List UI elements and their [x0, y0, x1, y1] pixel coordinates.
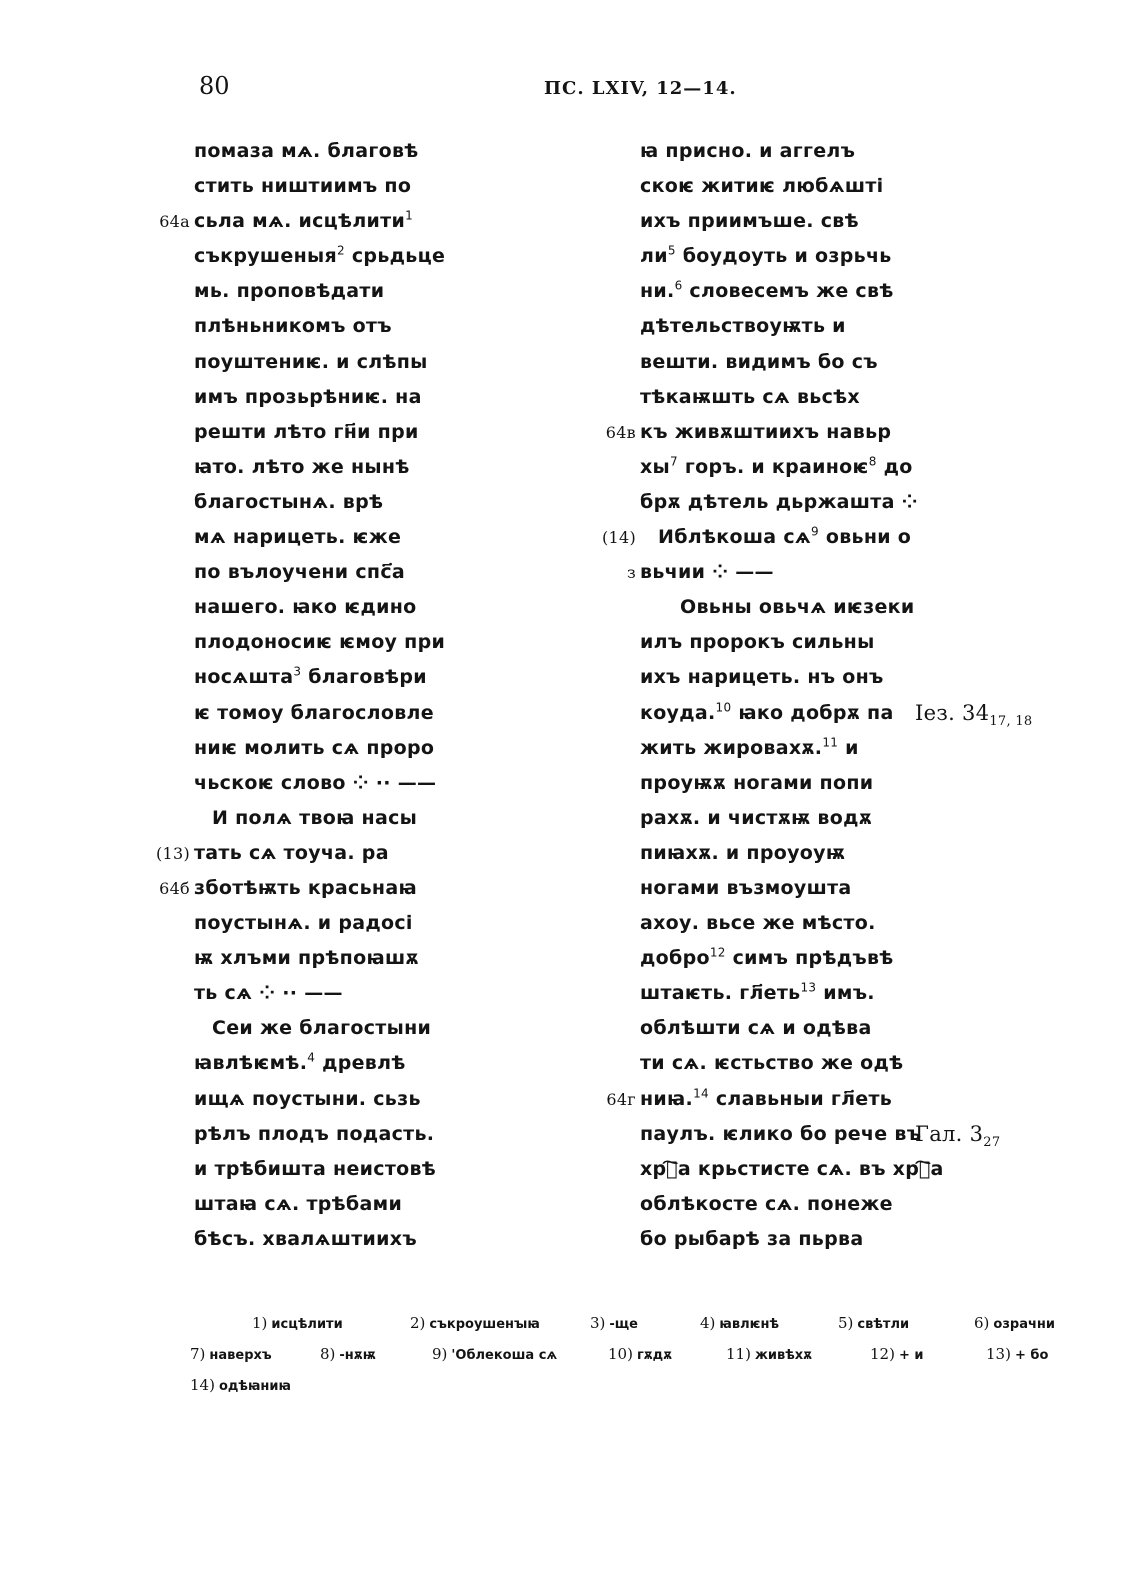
text-line — [194, 134, 454, 169]
right-text-column — [601, 134, 1033, 1257]
footnote-label: 5) — [838, 1314, 854, 1332]
line-text: до — [876, 455, 913, 478]
line-text: вешти. видимъ бо съ — [640, 350, 878, 373]
text-line — [194, 941, 454, 976]
line-text: проуѭѫ ногами попи — [640, 771, 874, 794]
text-line — [194, 731, 454, 766]
line-text: хрⷭ҇а крьстисте сѧ. въ хрⷭ҇а — [640, 1157, 944, 1180]
text-line — [640, 590, 930, 625]
line-text: рахѫ. и чистѫѭ водѫ — [640, 806, 873, 829]
footnote-label: 10) — [608, 1345, 633, 1363]
text-line — [194, 660, 454, 695]
line-text: ть сѧ ⁘ ·· —— — [194, 982, 343, 1005]
reference-verses: 17, 18 — [989, 713, 1033, 729]
line-text: древлѣ — [315, 1052, 406, 1075]
line-text: нашего. ꙗко ѥдино — [194, 596, 417, 619]
text-line — [159, 204, 454, 239]
text-line — [640, 906, 930, 941]
text-line — [640, 1152, 944, 1187]
line-text: тѣкаѭшть сѧ вьсѣх — [640, 385, 860, 408]
footnote — [870, 1345, 923, 1363]
margin-marker: 64а — [159, 212, 190, 232]
line-text: илъ пророкъ сильны — [640, 631, 875, 654]
text-line — [194, 1117, 454, 1152]
footnote-text: одѣꙗниꙗ — [218, 1379, 291, 1394]
line-text: штаѥть. гл҃еть — [640, 982, 801, 1005]
text-line — [640, 204, 930, 239]
line-text: ꙗко добрѫ па — [731, 701, 894, 724]
footnotes — [190, 1314, 1070, 1407]
footnote — [432, 1345, 557, 1363]
text-line — [640, 485, 930, 520]
page-number: 80 — [199, 72, 230, 100]
line-text: ни. — [640, 280, 675, 303]
footnote-ref: 1 — [405, 208, 414, 223]
margin-marker: 64б — [159, 878, 190, 898]
line-text: имъ. — [816, 982, 875, 1005]
line-text: ли — [640, 245, 668, 268]
line-text: ногами възмоушта — [640, 876, 852, 899]
reference-text: Іез. 34 — [915, 700, 990, 725]
footnote-ref: 11 — [822, 735, 839, 750]
footnote — [190, 1376, 291, 1394]
line-text: облѣшти сѧ и одѣва — [640, 1017, 872, 1040]
line-text: носѧшта — [194, 666, 294, 689]
line-text: ѭ хлъми прѣпоꙗшѫ — [194, 947, 419, 970]
footnote-row — [190, 1345, 1070, 1376]
footnote-label: 3) — [590, 1314, 606, 1332]
footnote-text: живѣхѫ — [754, 1348, 813, 1363]
text-line — [640, 766, 930, 801]
text-line — [606, 1082, 930, 1117]
text-line — [194, 345, 454, 380]
text-line — [194, 1046, 454, 1081]
text-line — [640, 450, 930, 485]
line-text: плѣньникомъ отъ — [194, 315, 392, 338]
footnote-label: 4) — [700, 1314, 716, 1332]
line-text: тать сѧ тоуча. ра — [194, 841, 389, 864]
line-text: благовѣри — [301, 666, 427, 689]
footnote-ref: 6 — [674, 279, 683, 294]
footnote-ref: 14 — [693, 1086, 709, 1101]
line-text: ниѥ молить сѧ проро — [194, 736, 435, 759]
text-line — [194, 169, 454, 204]
text-line — [640, 380, 930, 415]
line-text: зботѣѭть красьнаꙗ — [194, 876, 417, 899]
text-line — [640, 731, 930, 766]
line-text: овьни о — [818, 526, 912, 549]
line-text: ахоу. вьсе же мѣсто. — [640, 912, 876, 935]
text-line — [640, 134, 930, 169]
text-line — [155, 836, 454, 871]
text-line — [194, 1152, 454, 1187]
line-text: вьчии ⁘ —— — [640, 561, 774, 584]
footnote-ref: 12 — [709, 945, 726, 960]
text-line — [605, 415, 930, 450]
line-text: И полѧ твоꙗ насы — [212, 806, 418, 829]
line-text: Иблѣкоша сѧ — [658, 526, 811, 549]
line-text: ꙗвлѣѥмѣ. — [194, 1052, 308, 1075]
footnote-label: 11) — [726, 1345, 751, 1363]
text-line — [194, 239, 454, 274]
margin-marker: 64в — [605, 422, 636, 442]
footnote-text: свѣтли — [857, 1317, 910, 1332]
text-line — [640, 309, 930, 344]
footnote-ref: 7 — [670, 454, 678, 469]
margin-marker: (13) — [155, 843, 190, 863]
line-text: Сеи же благостыни — [212, 1017, 432, 1040]
text-line — [640, 1011, 930, 1046]
scripture-reference — [915, 696, 1033, 739]
footnote — [590, 1314, 638, 1332]
text-line — [194, 520, 454, 555]
text-line — [194, 590, 454, 625]
footnote — [252, 1314, 343, 1332]
line-text: ꙗто. лѣто же нынѣ — [194, 455, 410, 478]
text-line — [626, 555, 930, 590]
text-line — [640, 941, 930, 976]
line-text: бо рыбарѣ за пьрва — [640, 1227, 864, 1250]
line-text: облѣкосте сѧ. понеже — [640, 1192, 893, 1215]
text-line — [640, 345, 930, 380]
line-text: жить жировахѫ. — [640, 736, 823, 759]
line-text: бѣсъ. хвалѧштиихъ — [194, 1227, 417, 1250]
text-line — [640, 1046, 930, 1081]
text-line — [194, 555, 454, 590]
running-title: ПС. LXIV, 12—14. — [544, 78, 737, 99]
line-text: боудоуть и озрьчь — [675, 245, 892, 268]
line-text: дѣтельствоуѭть и — [640, 315, 846, 338]
text-line — [640, 976, 930, 1011]
footnote-label: 2) — [410, 1314, 426, 1332]
line-text: стить ништиимъ по — [194, 175, 412, 198]
reference-verses: 27 — [983, 1134, 1001, 1150]
footnote-text: наверхъ — [209, 1348, 272, 1363]
line-text: рѣлъ плодъ подасть. — [194, 1122, 435, 1145]
line-text: и трѣбишта неистовѣ — [194, 1157, 437, 1180]
footnote-ref: 4 — [307, 1051, 316, 1066]
line-text: благостынѧ. врѣ — [194, 490, 384, 513]
footnote-ref: 13 — [800, 980, 817, 995]
footnote-label: 8) — [320, 1345, 336, 1363]
text-line — [194, 274, 454, 309]
margin-marker: (14) — [601, 528, 636, 548]
text-line — [194, 1082, 454, 1117]
text-line — [194, 1011, 454, 1046]
footnote — [700, 1314, 779, 1332]
left-text-column — [155, 134, 454, 1257]
line-text: симъ прѣдъвѣ — [725, 947, 894, 970]
line-text: решти лѣто гн҃и при — [194, 420, 419, 443]
line-text: плодоносиѥ ѥмоу при — [194, 631, 446, 654]
line-text: поуштениѥ. и слѣпы — [194, 350, 428, 373]
footnote-text: -ще — [609, 1317, 638, 1332]
footnote — [410, 1314, 540, 1332]
footnote-text: исцѣлити — [271, 1317, 343, 1332]
footnote-text: озрачни — [993, 1317, 1055, 1332]
line-text: ихъ приимъше. свѣ — [640, 210, 859, 233]
line-text: по вълоучени спс҃а — [194, 561, 406, 584]
footnote-label: 9) — [432, 1345, 448, 1363]
footnote-ref: 2 — [337, 243, 345, 258]
footnote-label: 7) — [190, 1345, 206, 1363]
text-line — [640, 871, 930, 906]
margin-marker: з — [626, 563, 636, 583]
footnote-row — [190, 1376, 1070, 1407]
text-line — [194, 309, 454, 344]
footnote-label: 13) — [986, 1345, 1011, 1363]
footnote-label: 12) — [870, 1345, 895, 1363]
footnote-ref: 9 — [811, 524, 819, 539]
footnote-ref: 10 — [715, 700, 732, 715]
line-text: къ живѫштиихъ навьр — [640, 420, 892, 443]
line-text: Овьны овьчѧ иѥзеки — [680, 596, 915, 619]
line-text: добро — [640, 947, 710, 970]
line-text: скоѥ житиѥ любѧшті — [640, 175, 884, 198]
line-text: поустынѧ. и радосі — [194, 912, 413, 935]
footnote — [320, 1345, 376, 1363]
text-line — [601, 520, 930, 555]
text-line — [640, 801, 930, 836]
line-text: мѧ нарицеть. ѥже — [194, 526, 402, 549]
text-line — [640, 836, 930, 871]
text-line — [194, 906, 454, 941]
line-text: горъ. и краиноѥ — [677, 455, 869, 478]
text-line — [194, 485, 454, 520]
text-line — [640, 239, 930, 274]
text-line — [194, 625, 454, 660]
line-text: ꙗ присно. и аггелъ — [640, 140, 856, 162]
line-text: срьдьце — [344, 245, 446, 268]
footnote-text: -нѫѭ — [339, 1348, 376, 1363]
text-line — [194, 1222, 454, 1257]
text-line — [640, 1222, 930, 1257]
footnote-text: гѫдѫ — [636, 1348, 673, 1363]
text-line — [159, 871, 454, 906]
line-text: имъ прозьрѣниѥ. на — [194, 385, 422, 408]
text-line — [194, 976, 454, 1011]
line-text: и — [838, 736, 859, 759]
text-line — [640, 169, 930, 204]
line-text: брѫ дѣтель дьржашта ⁘ — [640, 490, 918, 513]
line-text: штаꙗ сѧ. трѣбами — [194, 1192, 403, 1215]
text-line — [640, 696, 1033, 731]
footnote — [986, 1345, 1048, 1363]
footnote-text: съкроушенꙑꙗ — [429, 1317, 540, 1332]
line-text: съкрушеныя — [194, 245, 337, 268]
line-text: ниꙗ. — [640, 1087, 694, 1110]
line-text: ихъ нарицеть. нъ онъ — [640, 666, 884, 689]
text-line — [194, 415, 454, 450]
footnote-ref: 8 — [868, 454, 877, 469]
footnote-label: 1) — [252, 1314, 268, 1332]
text-line — [194, 450, 454, 485]
text-line — [194, 696, 454, 731]
line-text: ищѧ поустыни. сьзь — [194, 1087, 421, 1110]
text-line — [194, 380, 454, 415]
line-text: ти сѧ. ѥстьство же одѣ — [640, 1052, 904, 1075]
footnote-label: 14) — [190, 1376, 215, 1394]
text-line — [640, 274, 930, 309]
footnote — [190, 1345, 272, 1363]
line-text: словесемъ же свѣ — [682, 280, 894, 303]
margin-marker: 64г — [606, 1089, 636, 1109]
reference-text: Гал. 3 — [915, 1121, 984, 1146]
line-text: сьла мѧ. исцѣлити — [194, 210, 406, 233]
footnote-text: + и — [898, 1348, 924, 1363]
text-line — [194, 1187, 454, 1222]
footnote-label: 6) — [974, 1314, 990, 1332]
footnote-text: 'Облекоша сѧ — [451, 1348, 558, 1363]
footnote — [974, 1314, 1055, 1332]
text-line — [640, 660, 930, 695]
footnote — [838, 1314, 909, 1332]
text-line — [640, 1187, 930, 1222]
line-text: ѥ томоу благословле — [194, 701, 434, 724]
footnote-text: ꙗвлѥнѣ — [719, 1317, 780, 1332]
footnote-ref: 5 — [667, 243, 676, 258]
text-line — [194, 801, 454, 836]
line-text: коуда. — [640, 701, 716, 724]
footnote-row — [190, 1314, 1070, 1345]
line-text: пиꙗхѫ. и проуоуѭ — [640, 841, 846, 864]
line-text: хы — [640, 455, 671, 478]
line-text: славьныи гл҃еть — [708, 1087, 893, 1110]
line-text: чьскоѥ слово ⁘ ·· —— — [194, 771, 437, 794]
footnote — [608, 1345, 672, 1363]
footnote-ref: 3 — [293, 665, 302, 680]
line-text: паулъ. ѥлико бо рече въ — [640, 1122, 922, 1145]
line-text: помаза мѧ. благовѣ — [194, 140, 419, 162]
text-line — [640, 625, 930, 660]
text-line — [194, 766, 454, 801]
footnote-text: + бо — [1014, 1348, 1049, 1363]
footnote — [726, 1345, 812, 1363]
line-text: мь. проповѣдати — [194, 280, 385, 303]
text-line — [640, 1117, 1001, 1152]
